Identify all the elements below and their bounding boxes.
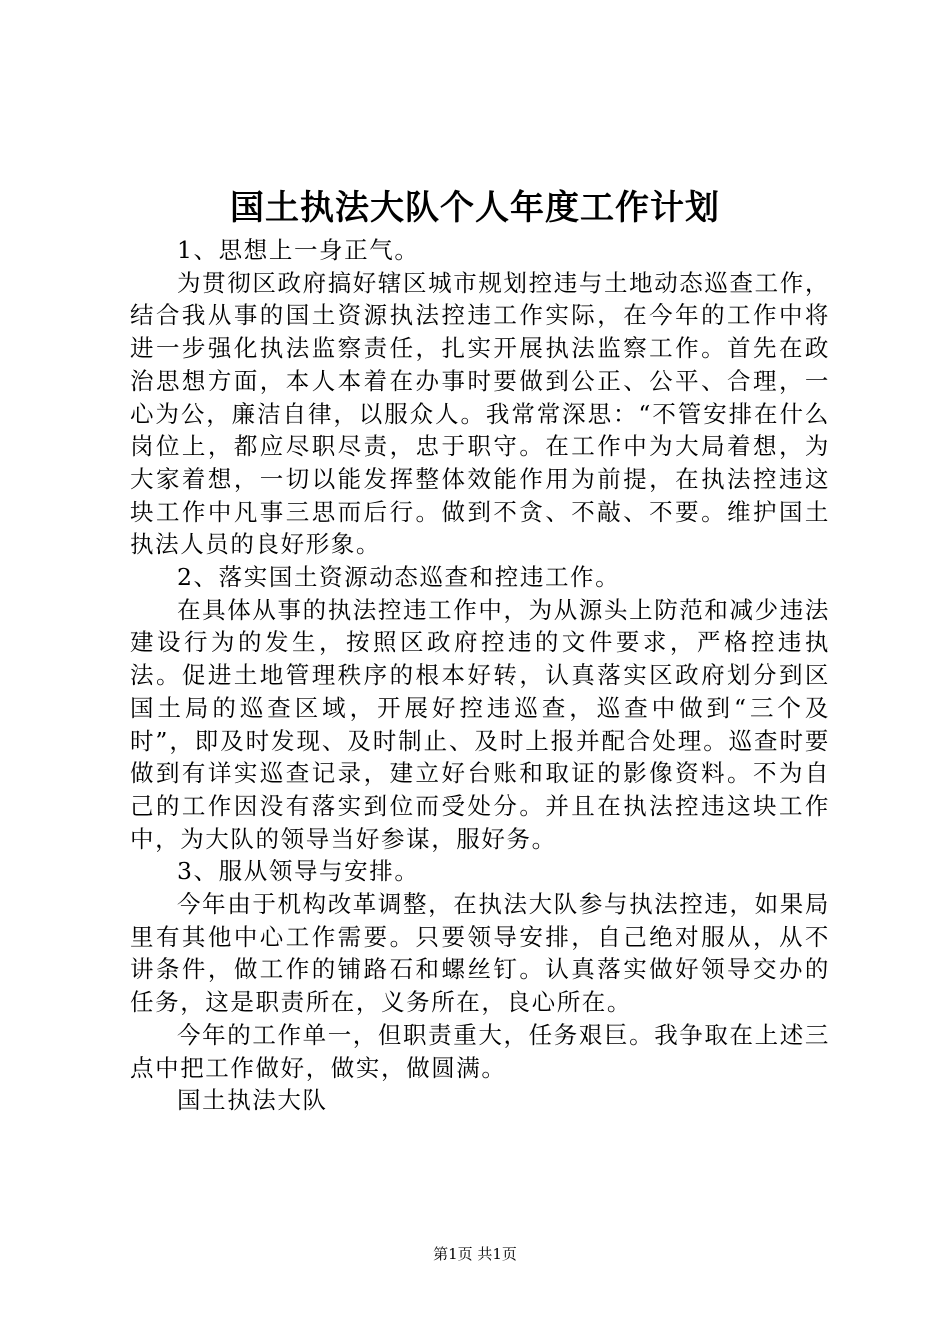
body-paragraph-3: 今年由于机构改革调整，在执法大队参与执法控违，如果局里有其他中心工作需要。只要领导安排，自己绝对服从，从不讲条件，做工作的铺路石和螺丝钉。认真落实做好领导交办的任务，这是职责所在，义务所在，良心所在。 bbox=[130, 890, 830, 1017]
section-heading-3: 3、服从领导与安排。 bbox=[177, 857, 420, 886]
document-body bbox=[130, 234, 830, 1117]
closing-paragraph: 今年的工作单一，但职责重大，任务艰巨。我争取在上述三点中把工作做好，做实，做圆满。 bbox=[130, 1020, 830, 1082]
body-paragraph-1: 为贯彻区政府搞好辖区城市规划控违与土地动态巡查工作，结合我从事的国土资源执法控违工作实际，在今年的工作中将进一步强化执法监察责任，扎实开展执法监察工作。首先在政治思想方面，本人本着在办事时要做到公正、公平、合理，一心为公，廉洁自律，以服众人。我常常深思：“不管安排在什么岗位上，都应尽职尽责，忠于职守。在工作中为大局着想，为大家着想，一切以能发挥整体效能作用为前提，在执法控违这块工作中凡事三思而后行。做到不贪、不敲、不要。维护国土执法人员的良好形象。 bbox=[130, 268, 830, 559]
section-heading-2: 2、落实国土资源动态巡查和控违工作。 bbox=[177, 563, 621, 592]
document-title: 国土执法大队个人年度工作计划 bbox=[230, 188, 720, 228]
page-number-footer: 第1页 共1页 bbox=[433, 1245, 517, 1263]
section-heading-1: 1、思想上一身正气。 bbox=[177, 236, 420, 264]
signature-line: 国土执法大队 bbox=[177, 1086, 328, 1115]
body-paragraph-2: 在具体从事的执法控违工作中，为从源头上防范和减少违法建设行为的发生，按照区政府控违的文件要求，严格控违执法。促进土地管理秩序的根本好转，认真落实区政府划分到区国土局的巡查区域，开展好控违巡查，巡查中做到“三个及时”，即及时发现、及时制止、及时上报并配合处理。巡查时要做到有详实巡查记录，建立好台账和取证的影像资料。不为自己的工作因没有落实到位而受处分。并且在执法控违这块工作中，为大队的领导当好参谋，服好务。 bbox=[130, 595, 830, 853]
